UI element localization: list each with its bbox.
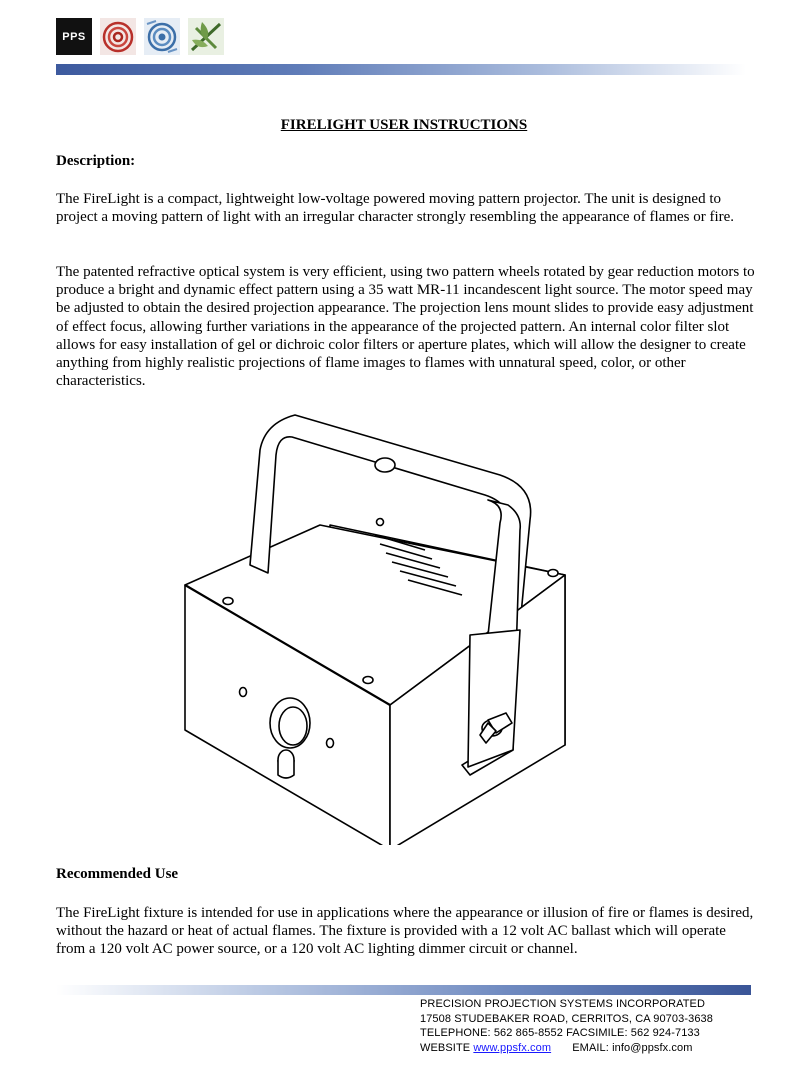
- description-paragraph-1: The FireLight is a compact, lightweight low-voltage powered moving pattern projector. The unit is designed to project a moving pattern of light with an irregular character strongly resembling the appearance of flames or fire.: [56, 191, 735, 226]
- page-title: FIRELIGHT USER INSTRUCTIONS: [280, 117, 528, 133]
- footer-company: PRECISION PROJECTION SYSTEMS INCORPORATED: [420, 998, 706, 1010]
- footer-website-label: WEBSITE: [420, 1041, 471, 1054]
- footer-address: 17508 STUDEBAKER ROAD, CERRITOS, CA 90703-3638: [420, 1012, 713, 1025]
- footer-contact: [420, 997, 713, 1055]
- pps-logo: [56, 18, 92, 55]
- footer-gradient-bar: [56, 985, 751, 995]
- description-paragraph-2: The patented refractive optical system is very efficient, using two pattern wheels rotated by gear reduction motors to produce a bright and dynamic effect pattern using a 35 watt MR-11 incandescent light source. The motor speed may be adjusted to obtain the desired projection appearance. The projection lens mount slides to provide easy adjustment of effect focus, allowing further variations in the appearance of the projected pattern. An internal color filter slot allows for easy installation of gel or dichroic color filters or aperture plates, which will allow the designer to create anything from highly realistic projections of flame images to flames with unnatural speed, color, or other characteristics.: [56, 264, 755, 390]
- description-heading: Description:: [56, 153, 136, 169]
- footer-email: EMAIL: info@ppsfx.com: [572, 1041, 693, 1054]
- green-leaf-icon: [188, 18, 224, 55]
- footer-telephone: TELEPHONE: 562 865-8552 FACSIMILE: 562 924-7133: [420, 1027, 700, 1040]
- recommended-use-heading: Recommended Use: [56, 866, 179, 882]
- blue-swirl-icon: [144, 18, 180, 55]
- firelight-projector-illustration: [170, 405, 590, 845]
- recommended-use-paragraph: The FireLight fixture is intended for use in applications where the appearance or illusion of fire or flames is desired, without the hazard or heat of actual flames. The fixture is provided with a 12 volt AC ballast which will operate from a 120 volt AC power source, or a 120 volt AC lighting dimmer circuit or channel.: [56, 905, 754, 958]
- header-gradient-bar: [56, 64, 746, 75]
- website-link[interactable]: www.ppsfx.com: [473, 1041, 552, 1054]
- logo-row: [56, 18, 224, 55]
- red-swirl-icon: [100, 18, 136, 55]
- pps-logo-text: PPS: [62, 30, 86, 43]
- footer-web-email: [420, 1041, 713, 1056]
